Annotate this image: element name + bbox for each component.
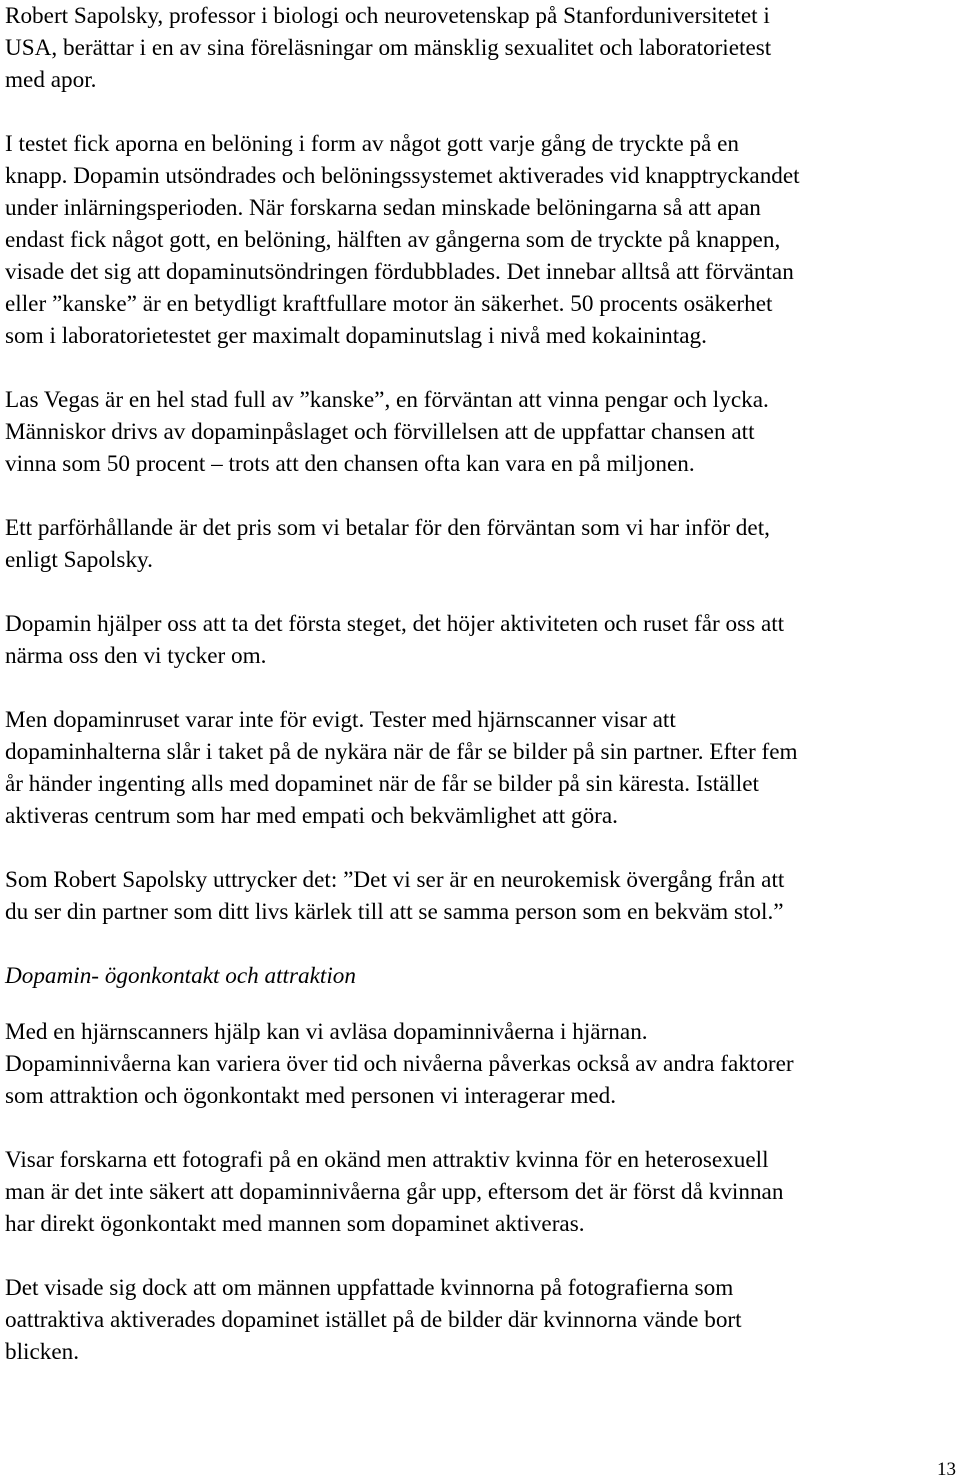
paragraph-unattractive-result: Det visade sig dock att om männen uppfattade kvinnorna på fotografierna som oattraktiva aktiverades dopaminet istället på de bilder där kvinnorna vände bort blicken.: [5, 1275, 742, 1365]
page-number: 13: [937, 1459, 956, 1480]
paragraph-las-vegas: Las Vegas är en hel stad full av ”kanske”, en förväntan att vinna pengar och lycka. Människor drivs av dopaminpåslaget och förvillelsen att de uppfattar chansen att vinna som 50 procent – trots att den chansen ofta kan vara en på miljonen.: [5, 387, 769, 477]
section-heading: Dopamin- ögonkontakt och attraktion: [5, 963, 356, 989]
paragraph-brain-scanner: Med en hjärnscanners hjälp kan vi avläsa dopaminnivåerna i hjärnan. Dopaminnivåerna kan variera över tid och nivåerna påverkas också av andra faktorer som attraktion och ögonkontakt med personen vi interagerar med.: [5, 1019, 794, 1109]
document-page: [5, 0, 955, 1400]
paragraph-first-step: Dopamin hjälper oss att ta det första steget, det höjer aktiviteten och ruset får oss att närma oss den vi tycker om.: [5, 611, 785, 669]
paragraph-sapolsky-quote: Som Robert Sapolsky uttrycker det: ”Det vi ser är en neurokemisk övergång från att du ser din partner som ditt livs kärlek till att se samma person som en bekväm stol.”: [5, 867, 785, 925]
paragraph-sapolsky-intro: Robert Sapolsky, professor i biologi och neurovetenskap på Stanforduniversitetet i USA, berättar i en av sina föreläsningar om mänsklig sexualitet och laboratorietest med apor.: [5, 3, 772, 93]
paragraph-photograph-test: Visar forskarna ett fotografi på en okänd men attraktiv kvinna för en heterosexuell man är det inte säkert att dopaminnivåerna går upp, eftersom det är först då kvinnan har direkt ögonkontakt med mannen som dopaminet aktiveras.: [5, 1147, 784, 1237]
paragraph-relationship-price: Ett parförhållande är det pris som vi betalar för den förväntan som vi har inför det, enligt Sapolsky.: [5, 515, 770, 573]
paragraph-dopamine-rush: Men dopaminruset varar inte för evigt. Tester med hjärnscanner visar att dopaminhalterna slår i taket på de nykära när de får se bilder på sin partner. Efter fem år händer ingenting alls med dopaminet när de får se bilder på sin käresta. Istället aktiveras centrum som har med empati och bekvämlighet att göra.: [5, 707, 798, 829]
paragraph-monkey-test: I testet fick aporna en belöning i form av något gott varje gång de tryckte på en knapp. Dopamin utsöndrades och belöningssystemet aktiverades vid knapptryckandet under inlärningsperioden. När forskarna sedan minskade belöningarna så att apan endast fick något gott, en belöning, hälften av gångerna som de tryckte på knappen, visade det sig att dopaminutsöndringen fördubblades. Det innebar alltså att förväntan eller ”kanske” är en betydligt kraftfullare motor än säkerhet. 50 procents osäkerhet som i laboratorietestet ger maximalt dopaminutslag i nivå med kokainintag.: [5, 131, 800, 349]
